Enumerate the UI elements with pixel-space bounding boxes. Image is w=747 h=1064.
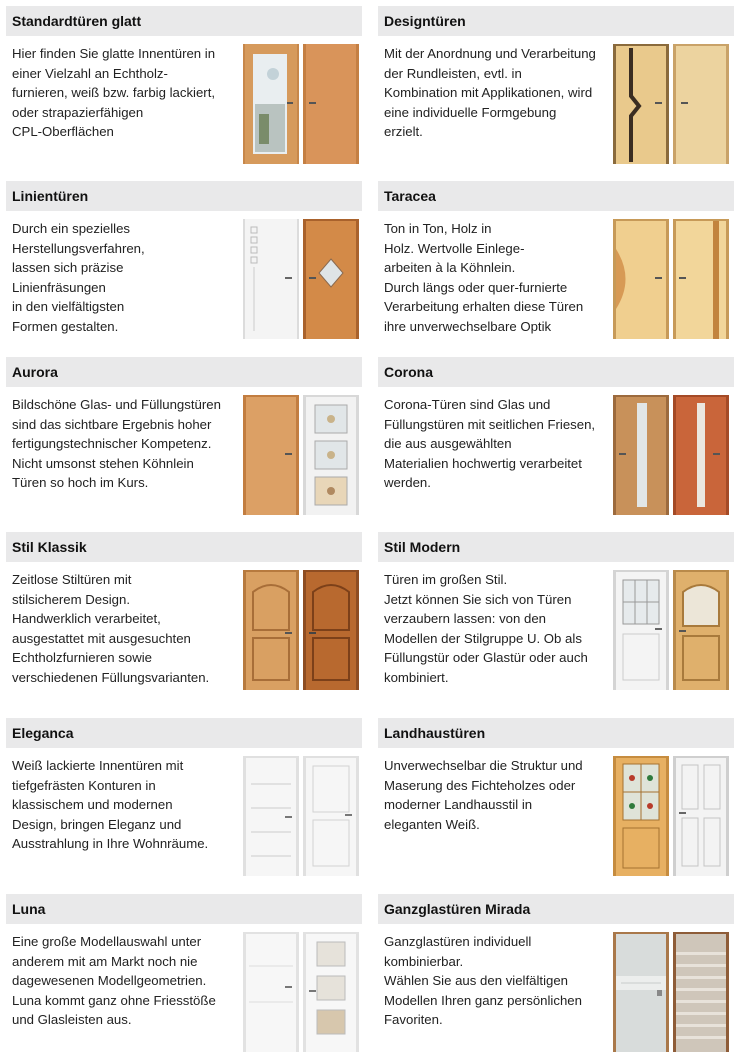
door-white-glass-grid-icon[interactable]	[613, 570, 669, 690]
card-description: Hier finden Sie glatte Innentüren in einer Vielzahl an Echtholz- furnieren, weiß bzw. farbig lackiert, oder strapazierfähigen CPL-Oberflächen	[12, 46, 216, 140]
card-stil-klassik	[6, 532, 362, 694]
door-white-lines-icon[interactable]	[243, 219, 299, 339]
card-description: Corona-Türen sind Glas und Füllungstüren mit seitlichen Friesen, die aus ausgewählten Materialien hochwertig verarbeitet werden.	[384, 397, 596, 491]
card-title[interactable]: Aurora	[6, 357, 362, 387]
card-title[interactable]: Stil Klassik	[6, 532, 362, 562]
card-title[interactable]: Designtüren	[378, 6, 734, 36]
door-glass-stripes-icon[interactable]	[673, 932, 729, 1052]
card-taracea	[378, 181, 734, 343]
card-description: Mit der Anordnung und Verarbeitung der Rundleisten, evtl. in Kombination mit Applikationen, wird eine individuelle Formgebung erzielt.	[384, 46, 596, 140]
card-description: Eine große Modellauswahl unter anderem mit am Markt noch nie dagewesenen Modellgeometrien. Luna kommt ganz ohne Friesstöße und Glasleisten aus.	[12, 934, 216, 1028]
door-pine-stained-glass-icon[interactable]	[613, 756, 669, 876]
card-description: Weiß lackierte Innentüren mit tiefgefrästen Konturen in klassischem und modernen Design, bringen Eleganz und Ausstrahlung in Ihre Wohnräume.	[12, 758, 209, 852]
door-cherry-slit-icon[interactable]	[673, 395, 729, 515]
card-title[interactable]: Stil Modern	[378, 532, 734, 562]
card-linientueren	[6, 181, 362, 343]
card-description: Ton in Ton, Holz in Holz. Wertvolle Einlege- arbeiten à la Köhnlein. Durch längs oder quer-furnierte Verarbeitung erhalten diese Türen ihre unverwechselbare Optik	[384, 221, 584, 334]
card-title[interactable]: Eleganca	[6, 718, 362, 748]
door-plain-maple-icon[interactable]	[673, 44, 729, 164]
card-luna	[6, 894, 362, 1056]
card-description: Ganzglastüren individuell kombinierbar. Wählen Sie aus den vielfältigen Modellen Ihren ganz persönlichen Favoriten.	[384, 934, 582, 1028]
card-title[interactable]: Luna	[6, 894, 362, 924]
door-beech-plain-icon[interactable]	[243, 395, 299, 515]
card-corona	[378, 357, 734, 519]
door-oak-slit-icon[interactable]	[613, 395, 669, 515]
door-frosted-glass-icon[interactable]	[613, 932, 669, 1052]
card-title[interactable]: Corona	[378, 357, 734, 387]
door-pine-arch-glass-icon[interactable]	[673, 570, 729, 690]
door-oak-diamond-icon[interactable]	[303, 219, 359, 339]
card-mirada	[378, 894, 734, 1056]
door-classic-arch-dark-icon[interactable]	[303, 570, 359, 690]
card-title[interactable]: Taracea	[378, 181, 734, 211]
card-landhaustueren	[378, 718, 734, 880]
card-description: Durch ein spezielles Herstellungsverfahren, lassen sich präzise Linienfräsungen in den vielfältigsten Formen gestalten.	[12, 221, 145, 334]
card-description: Türen im großen Stil. Jetzt können Sie sich von Türen verzaubern lassen: von den Modellen der Stilgruppe U. Ob als Füllungstür oder Glastür oder auch kombiniert.	[384, 572, 588, 685]
door-plain-oak-icon[interactable]	[303, 44, 359, 164]
door-white-panels-icon[interactable]	[303, 756, 359, 876]
card-description: Zeitlose Stiltüren mit stilsicherem Design. Handwerklich verarbeitet, ausgestattet mit ausgesuchten Echtholzfurnieren sowie verschiedenen Füllungsvarianten.	[12, 572, 210, 685]
card-standardtueren	[6, 6, 362, 168]
door-glass-oak-icon[interactable]	[243, 44, 299, 164]
card-aurora	[6, 357, 362, 519]
card-title[interactable]: Landhaustüren	[378, 718, 734, 748]
door-white-grooves-icon[interactable]	[243, 756, 299, 876]
card-title[interactable]: Ganzglastüren Mirada	[378, 894, 734, 924]
door-white-luna-glass-icon[interactable]	[303, 932, 359, 1052]
door-design-line-icon[interactable]	[613, 44, 669, 164]
door-white-luna-icon[interactable]	[243, 932, 299, 1052]
door-white-country-icon[interactable]	[673, 756, 729, 876]
door-maple-inlay-icon[interactable]	[613, 219, 669, 339]
door-classic-arch-light-icon[interactable]	[243, 570, 299, 690]
door-maple-stripe-icon[interactable]	[673, 219, 729, 339]
card-description: Unverwechselbar die Struktur und Maserung des Fichteholzes oder moderner Landhausstil in eleganten Weiß.	[384, 758, 583, 832]
card-stil-modern	[378, 532, 734, 694]
card-title[interactable]: Standardtüren glatt	[6, 6, 362, 36]
door-white-glass-panels-icon[interactable]	[303, 395, 359, 515]
card-description: Bildschöne Glas- und Füllungstüren sind das sichtbare Ergebnis hoher fertigungstechnischer Kompetenz. Nicht umsonst stehen Köhnlein Türen so hoch im Kurs.	[12, 397, 221, 491]
card-eleganca	[6, 718, 362, 880]
card-title[interactable]: Linientüren	[6, 181, 362, 211]
card-designtueren	[378, 6, 734, 168]
